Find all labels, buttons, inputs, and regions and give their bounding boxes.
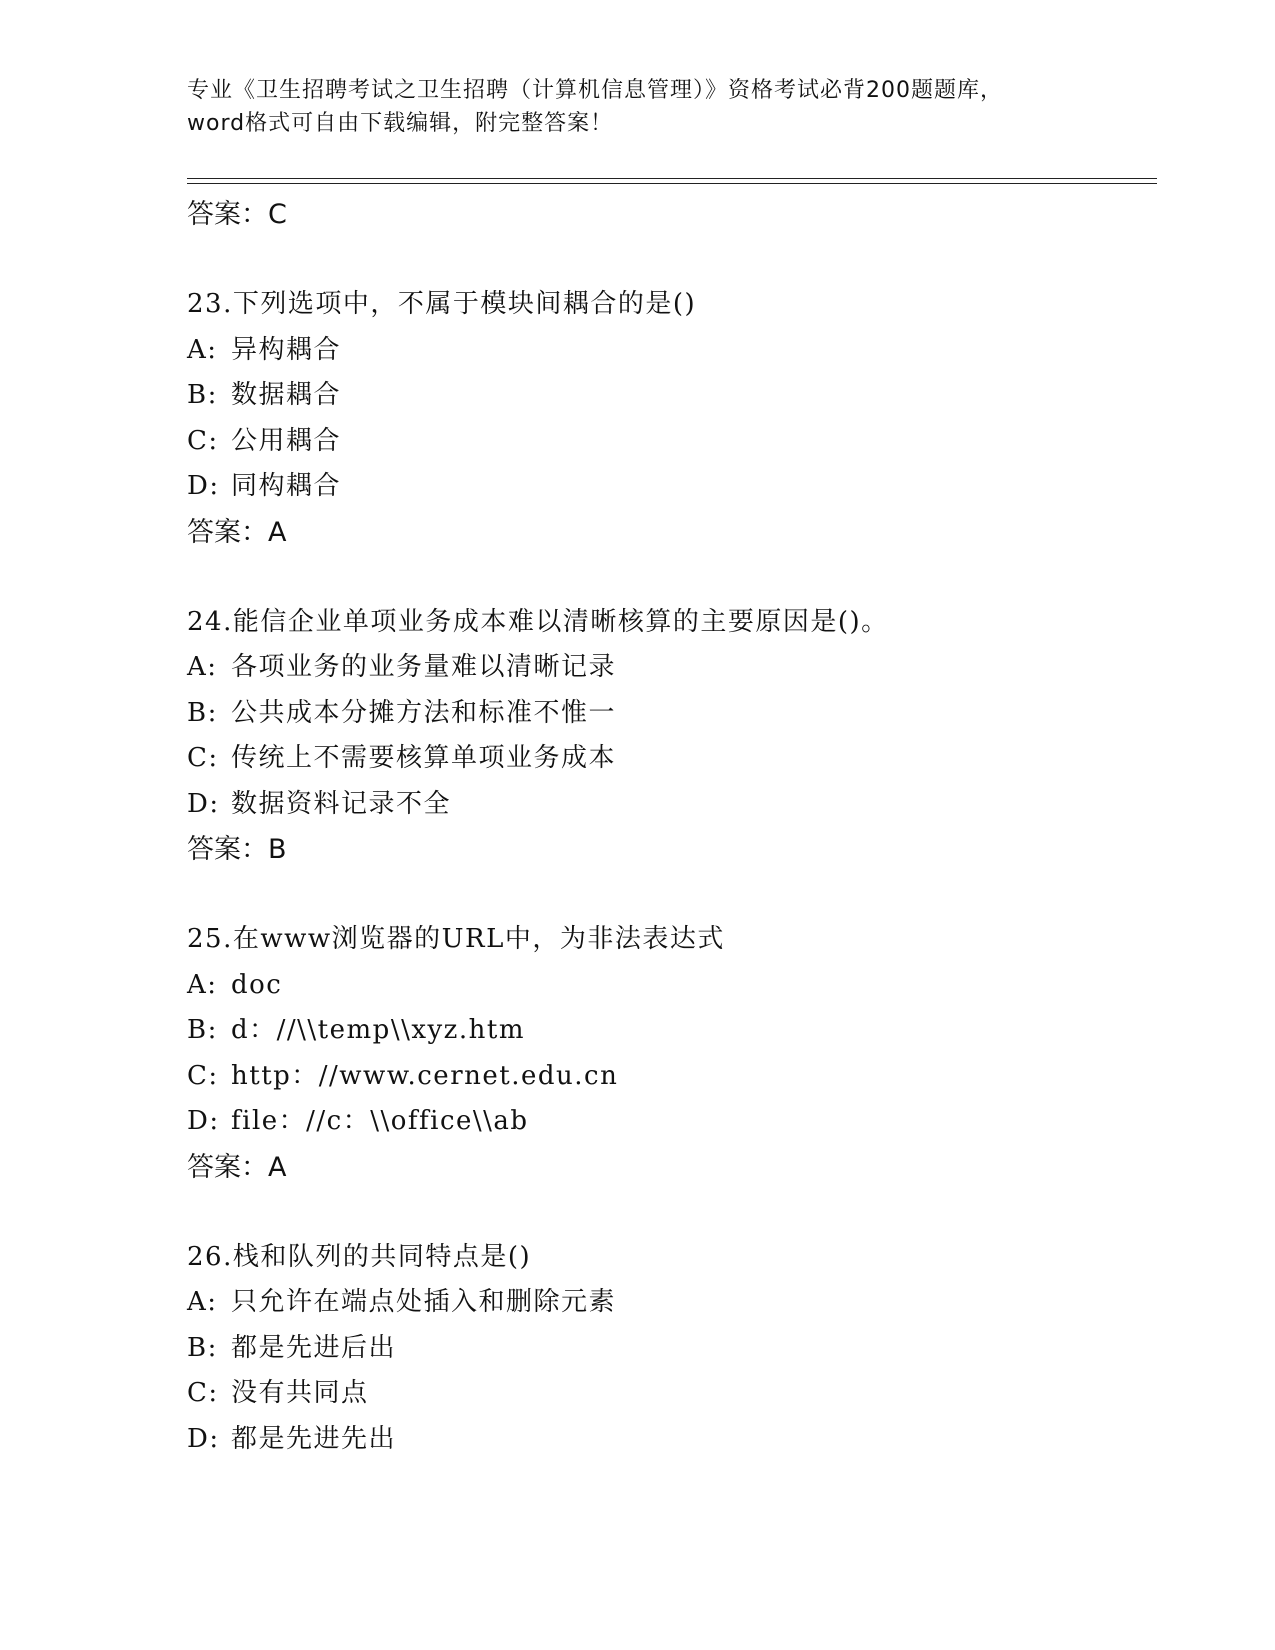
option-a — [187, 645, 1147, 691]
option-b — [187, 373, 1147, 419]
option-letter: D: — [187, 788, 220, 819]
spacer — [187, 556, 1147, 600]
option-letter: A: — [187, 1287, 218, 1317]
answer-value: C — [268, 199, 289, 230]
option-text: doc — [231, 969, 283, 1000]
question-block — [187, 600, 1147, 874]
option-a — [187, 328, 1147, 374]
option-letter: B: — [187, 697, 218, 728]
option-letter: A: — [187, 969, 218, 1000]
question-text: 25.在www浏览器的URL中，为非法表达式 — [187, 924, 725, 954]
option-letter: C: — [187, 743, 219, 773]
option-d — [187, 782, 1147, 828]
spacer — [187, 1191, 1147, 1235]
answer-line — [187, 192, 1147, 238]
option-a — [187, 963, 1147, 1009]
option-letter: D: — [187, 1106, 220, 1136]
question-list — [187, 192, 1147, 1462]
option-letter: C: — [187, 1060, 219, 1091]
option-letter: A: — [187, 652, 218, 682]
answer-value: A — [268, 1151, 289, 1183]
option-text: 没有共同点 — [231, 1378, 369, 1408]
option-a — [187, 1280, 1147, 1326]
option-text: 同构耦合 — [231, 471, 342, 501]
option-text: 只允许在端点处插入和删除元素 — [231, 1287, 617, 1317]
question-text: 23.下列选项中，不属于模块间耦合的是() — [187, 289, 697, 319]
spacer — [187, 238, 1147, 282]
option-text: 都是先进后出 — [231, 1332, 397, 1363]
option-b — [187, 1326, 1147, 1372]
header-divider-bottom — [187, 183, 1157, 184]
option-d — [187, 464, 1147, 510]
spacer — [187, 873, 1147, 917]
option-c — [187, 1371, 1147, 1417]
answer-line — [187, 1145, 1147, 1191]
option-letter: B: — [187, 1332, 218, 1363]
header-line-2: word格式可自由下载编辑，附完整答案！ — [187, 111, 614, 136]
answer-value: A — [268, 516, 289, 548]
option-text: 传统上不需要核算单项业务成本 — [231, 743, 617, 773]
option-letter: B: — [187, 1015, 218, 1045]
option-text: 数据资料记录不全 — [231, 788, 452, 819]
document-header — [187, 74, 1087, 140]
option-letter: C: — [187, 1378, 219, 1408]
option-letter: D: — [187, 471, 220, 501]
option-c — [187, 419, 1147, 465]
option-text: 都是先进先出 — [231, 1423, 397, 1454]
answer-value: B — [268, 834, 289, 865]
option-text: 各项业务的业务量难以清晰记录 — [231, 652, 617, 682]
question-text: 24.能信企业单项业务成本难以清晰核算的主要原因是()。 — [187, 606, 889, 637]
option-text: http：//www.cernet.edu.cn — [231, 1060, 619, 1091]
option-letter: B: — [187, 380, 218, 410]
question-block — [187, 282, 1147, 556]
answer-label: 答案： — [187, 834, 268, 865]
option-text: file：//c：\\office\\ab — [231, 1106, 529, 1136]
option-c — [187, 1054, 1147, 1100]
header-divider-top — [187, 178, 1157, 179]
question-text: 26.栈和队列的共同特点是() — [187, 1241, 532, 1272]
option-text: 数据耦合 — [231, 380, 342, 410]
option-c — [187, 736, 1147, 782]
option-text: d：//\\temp\\xyz.htm — [231, 1015, 525, 1045]
question-block — [187, 917, 1147, 1191]
answer-label: 答案： — [187, 199, 268, 230]
question-block — [187, 1235, 1147, 1463]
header-line-1: 专业《卫生招聘考试之卫生招聘（计算机信息管理）》资格考试必背200题题库， — [187, 78, 1003, 103]
answer-line — [187, 827, 1147, 873]
option-b — [187, 1008, 1147, 1054]
answer-label: 答案： — [187, 1151, 268, 1183]
option-b — [187, 691, 1147, 737]
option-d — [187, 1417, 1147, 1463]
answer-line — [187, 510, 1147, 556]
option-text: 公共成本分摊方法和标准不惟一 — [231, 697, 617, 728]
option-text: 公用耦合 — [231, 425, 342, 456]
option-d — [187, 1099, 1147, 1145]
option-letter: D: — [187, 1423, 220, 1454]
option-letter: C: — [187, 425, 219, 456]
answer-label: 答案： — [187, 516, 268, 548]
option-letter: A: — [187, 334, 218, 365]
option-text: 异构耦合 — [231, 334, 342, 365]
